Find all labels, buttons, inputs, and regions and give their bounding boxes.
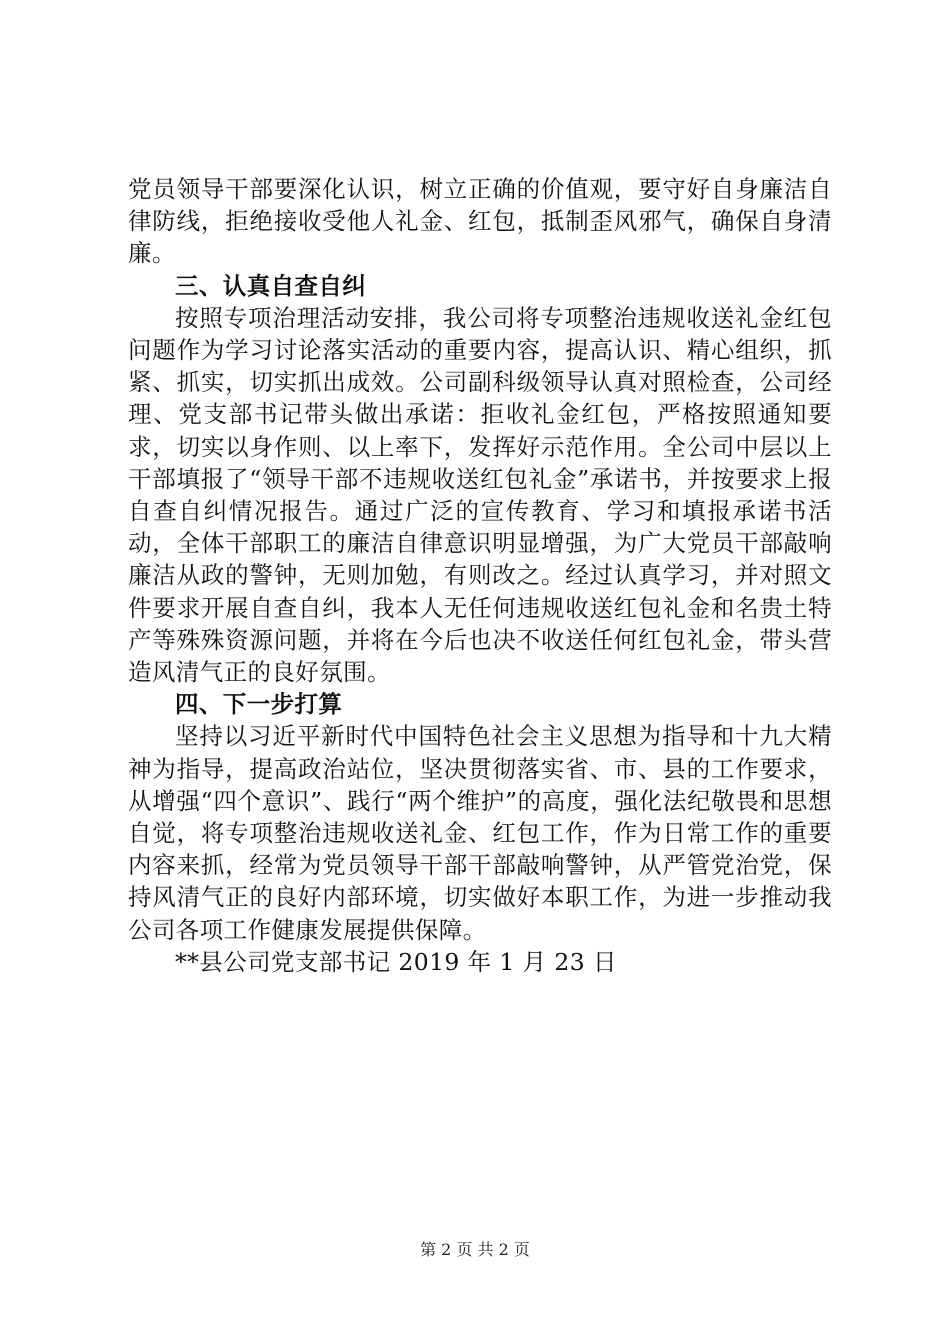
page-footer: 第 2 页 共 2 页 xyxy=(420,1240,530,1259)
document-body xyxy=(128,173,832,978)
paragraph-self-discipline: 党员领导干部要深化认识，树立正确的价值观，要守好自身廉洁自律防线，拒绝接收受他人礼金、红包，抵制歪风邪气，确保自身清廉。 xyxy=(128,175,832,268)
section-heading-self-inspection: 三、认真自查自纠 xyxy=(175,271,367,300)
signature-line: **县公司党支部书记 2019 年 1 月 23 日 xyxy=(175,947,617,976)
paragraph-next-steps: 坚持以习近平新时代中国特色社会主义思想为指导和十九大精神为指导，提高政治站位，坚决贯彻落实省、市、县的工作要求，从增强“四个意识”、践行“两个维护”的高度，强化法纪敬畏和思想自觉，将专项整治违规收送礼金、红包工作，作为日常工作的重要内容来抓，经常为党员领导干部干部敲响警钟，从严管党治党，保持风清气正的良好内部环境，切实做好本职工作，为进一步推动我公司各项工作健康发展提供保障。 xyxy=(128,722,832,944)
section-heading-next-steps: 四、下一步打算 xyxy=(175,690,343,719)
paragraph-self-inspection: 按照专项治理活动安排，我公司将专项整治违规收送礼金红包问题作为学习讨论落实活动的重要内容，提高认识、精心组织，抓紧、抓实，切实抓出成效。公司副科级领导认真对照检查，公司经理、党支部书记带头做出承诺：拒收礼金红包，严格按照通知要求，切实以身作则、以上率下，发挥好示范作用。全公司中层以上干部填报了“领导干部不违规收送红包礼金”承诺书，并按要求上报自查自纠情况报告。通过广泛的宣传教育、学习和填报承诺书活动，全体干部职工的廉洁自律意识明显增强，为广大党员干部敲响廉洁从政的警钟，无则加勉，有则改之。经过认真学习，并对照文件要求开展自查自纠，我本人无任何违规收送红包礼金和名贵土特产等殊殊资源问题，并将在今后也决不收送任何红包礼金，带头营造风清气正的良好氛围。 xyxy=(128,303,832,687)
